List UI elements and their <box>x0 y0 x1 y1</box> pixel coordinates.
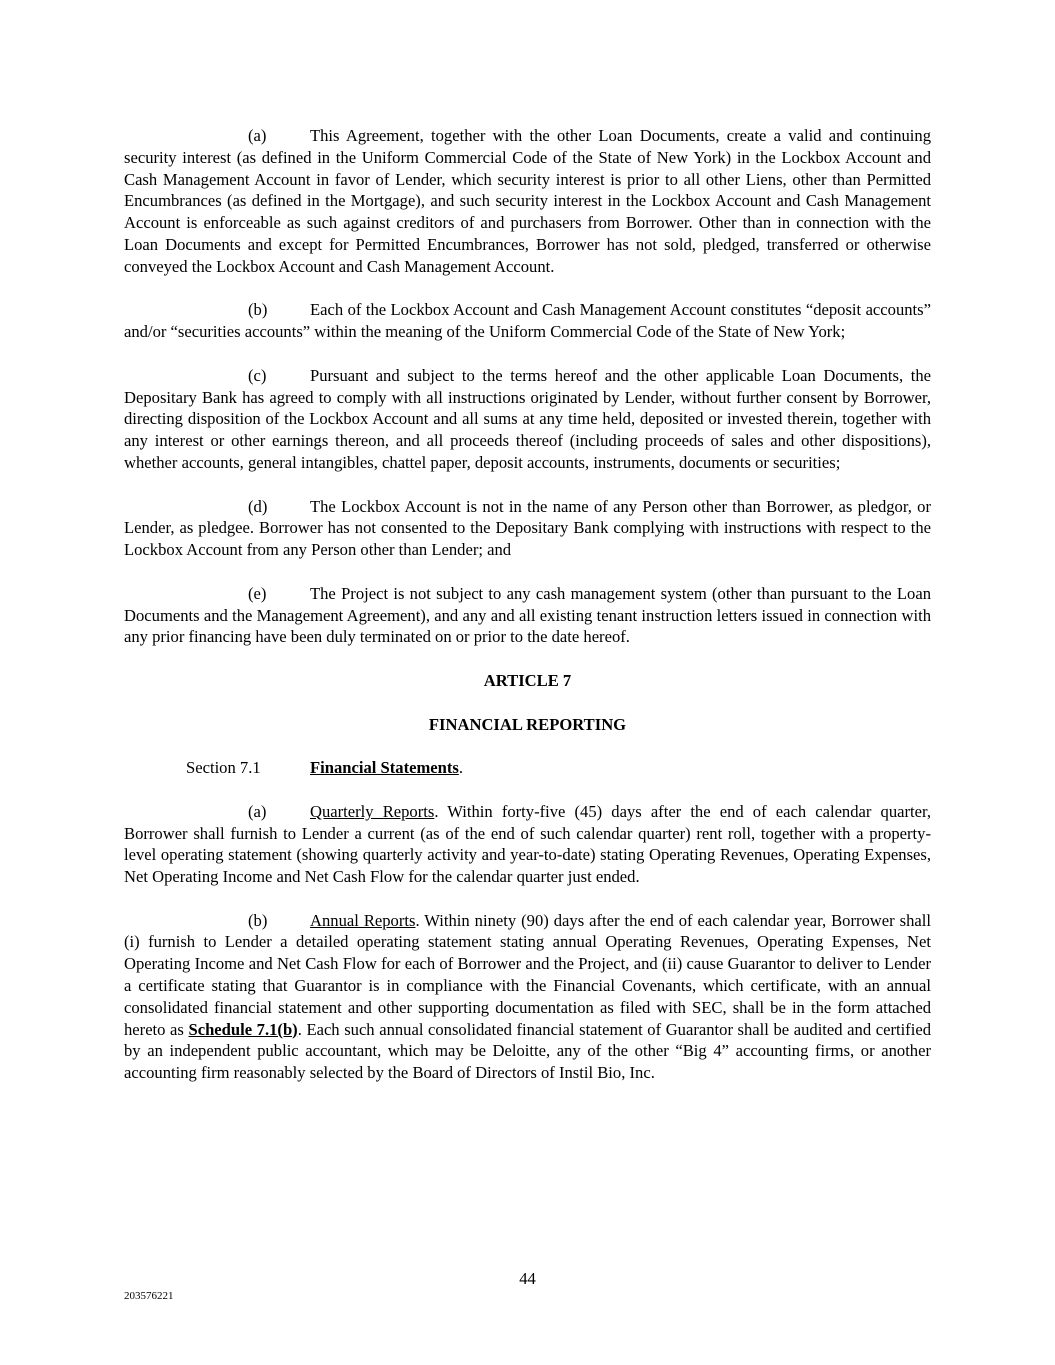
page-number: 44 <box>519 1269 536 1288</box>
paragraph-text: This Agreement, together with the other Loan Documents, create a valid and continuing security interest (as defined in the Uniform Commercial Code of the State of New York) in the Lockbox Account and Cash Management Account in favor of Lender, which security interest is prior to all other Liens, other than Permitted Encumbrances (as defined in the Mortgage), and such security interest in the Lockbox Account and Cash Management Account is enforceable as such against creditors of and purchasers from Borrower. Other than in connection with the Loan Documents and except for Permitted Encumbrances, Borrower has not sold, pledged, transferred or otherwise conveyed the Lockbox Account and Cash Management Account. <box>124 126 931 276</box>
paragraph-label: (d) <box>248 496 268 516</box>
paragraph-6b <box>124 299 931 343</box>
paragraph-text: . Within forty-five (45) days after the end of each calendar quarter, Borrower shall furnish to Lender a current (as of the end of such calendar quarter) rent roll, together with a property-level operating statement (showing quarterly activity and year-to-date) stating Operating Revenues, Operating Expenses, Net Operating Income and Net Cash Flow for the calendar quarter just ended. <box>124 801 931 887</box>
paragraph-6a <box>124 125 931 278</box>
paragraph-label: (a) <box>248 126 267 145</box>
section-title: Financial Statements <box>310 758 459 778</box>
paragraph-text: Pursuant and subject to the terms hereof and the other applicable Loan Documents, the Depositary Bank has agreed to comply with all instructions originated by Lender, without further consent by Borrower, directing disposition of the Lockbox Account and all sums at any time held, deposited or invested therein, together with any interest or other earnings thereon, and all proceeds thereof (including proceeds of sales and other dispositions), whether accounts, general intangibles, chattel paper, deposit accounts, instruments, documents or securities; <box>124 365 931 472</box>
paragraph-text: The Project is not subject to any cash management system (other than pursuant to the Loan Documents and the Management Agreement), and any and all existing tenant instruction letters issued in connection with any prior financing have been duly terminated on or prior to the date hereof. <box>124 583 931 647</box>
paragraph-6d <box>124 496 931 561</box>
document-id: 203576221 <box>124 1290 174 1302</box>
section-heading <box>186 757 931 779</box>
paragraph-text: The Lockbox Account is not in the name of any Person other than Borrower, as pledgor, or Lender, as pledgee. Borrower has not consented to the Depositary Bank complying with instructions with respect to the Lockbox Account from any Person other than Lender; and <box>124 496 931 560</box>
document-page <box>124 125 931 1106</box>
paragraph-7b <box>124 910 931 1084</box>
paragraph-text: Each of the Lockbox Account and Cash Management Account constitutes “deposit accounts” and/or “securities accounts” within the meaning of the Uniform Commercial Code of the State of New York; <box>124 300 931 342</box>
paragraph-label: (e) <box>248 583 267 603</box>
paragraph-heading: Annual Reports <box>310 910 416 930</box>
article-title: FINANCIAL REPORTING <box>428 714 627 734</box>
paragraph-heading: Quarterly Reports <box>310 801 435 821</box>
paragraph-6c <box>124 365 931 474</box>
paragraph-label: (b) <box>248 910 268 930</box>
section-number: Section 7.1 <box>186 758 261 778</box>
article-number: ARTICLE 7 <box>483 670 572 690</box>
paragraph-text: . Within ninety (90) days after the end of each calendar year, Borrower shall (i) furnish to Lender a detailed operating statement stating annual Operating Revenues, Operating Expenses, Net Operating Income and Net Cash Flow for each of Borrower and the Project, and (ii) cause Guarantor to deliver to Lender a certificate stating that Guarantor is in compliance with the Financial Covenants, which certificate, with an annual consolidated financial statement and other supporting documentation as filed with SEC, shall be in the form attached hereto as <box>124 910 931 1039</box>
paragraph-7a <box>124 801 931 888</box>
paragraph-label: (c) <box>248 365 267 385</box>
schedule-reference: Schedule 7.1(b) <box>188 1019 298 1039</box>
paragraph-label: (a) <box>248 801 267 821</box>
paragraph-text-continued: . Each such annual consolidated financial statement of Guarantor shall be audited and certified by an independent public accountant, which may be Deloitte, any of the other “Big 4” accounting firms, or another accounting firm reasonably selected by the Board of Directors of Instil Bio, Inc. <box>124 1019 931 1083</box>
section-title-period: . <box>458 758 464 778</box>
paragraph-label: (b) <box>248 300 268 320</box>
paragraph-6e <box>124 583 931 648</box>
